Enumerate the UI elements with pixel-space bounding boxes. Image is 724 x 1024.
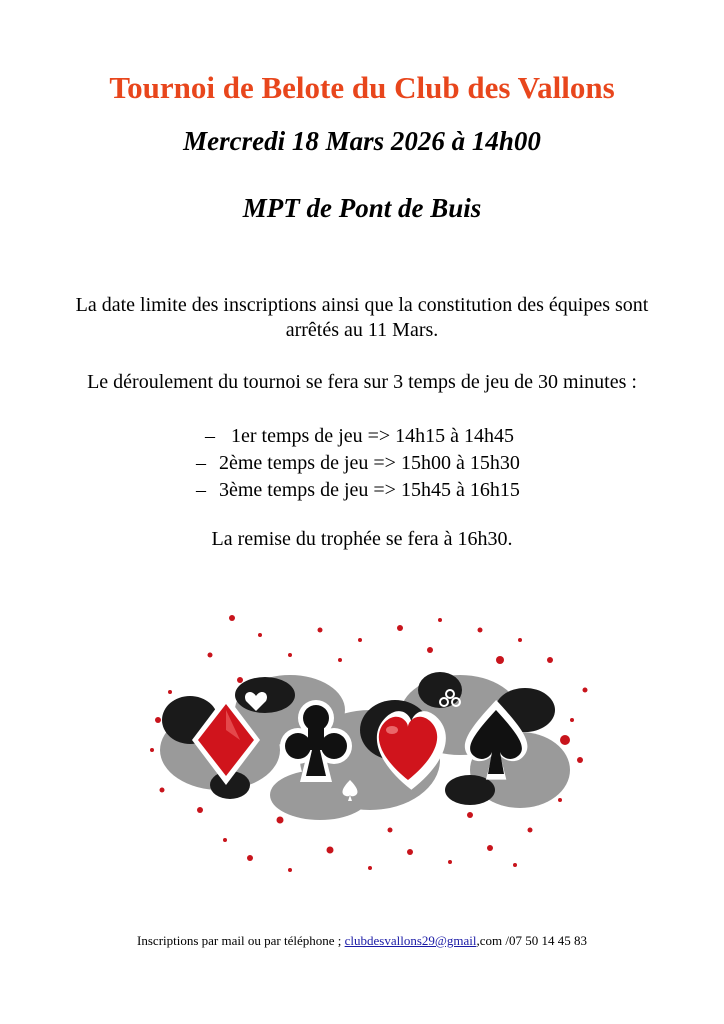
schedule-item (0, 450, 724, 477)
schedule-item-text: 3ème temps de jeu => 15h45 à 16h15 (219, 479, 520, 501)
dash-bullet: – (196, 452, 206, 474)
page-title: Tournoi de Belote du Club des Vallons (109, 70, 615, 105)
schedule-list (0, 423, 724, 504)
schedule-item (0, 477, 724, 504)
event-date: Mercredi 18 Mars 2026 à 14h00 (183, 126, 541, 156)
small-diamond-icon (378, 680, 394, 700)
email-link[interactable]: clubdesvallons29@gmail (344, 933, 477, 948)
schedule-item-text: 2ème temps de jeu => 15h00 à 15h30 (219, 452, 520, 474)
tournament-format-text: Le déroulement du tournoi se fera sur 3 temps de jeu de 30 minutes : (87, 371, 637, 393)
schedule-item-text: 1er temps de jeu => 14h15 à 14h45 (231, 425, 515, 447)
registration-deadline-text: La date limite des inscriptions ainsi que la constitution des équipes sont arrêtés au 11 Mars. (75, 294, 649, 341)
dash-bullet: – (196, 479, 206, 501)
event-venue: MPT de Pont de Buis (242, 193, 482, 223)
footer-prefix: Inscriptions par mail ou par téléphone ; (137, 933, 345, 948)
schedule-item (0, 423, 724, 450)
trophy-time-text: La remise du trophée se fera à 16h30. (211, 528, 513, 550)
dash-bullet: – (205, 425, 215, 447)
card-suits-illustration (140, 600, 600, 890)
contact-footer (0, 933, 724, 949)
footer-suffix: ,com /07 50 14 45 83 (476, 933, 587, 948)
